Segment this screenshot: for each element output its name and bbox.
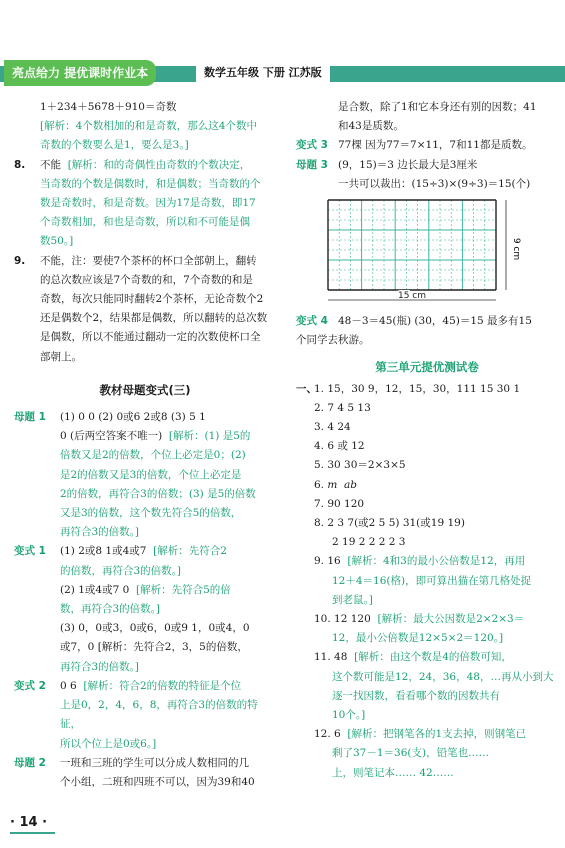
answer-text: 个小组，二班和四班不可以，因为39和40 xyxy=(60,775,255,788)
answer-text: 1. 15，30 9，12，15，30，111 15 30 1 xyxy=(314,382,521,395)
variant-2 xyxy=(14,677,276,696)
answer-text: 77棵 因为77＝7×11，7和11都是质数。 xyxy=(338,139,533,152)
analysis-text: 10个。] xyxy=(332,709,366,722)
question-tag: 母题 1 xyxy=(14,411,46,424)
question-9 xyxy=(14,252,276,271)
mother-question-3 xyxy=(296,156,558,175)
analysis-text: 12，最小公倍数是12×5×2＝120。] xyxy=(332,632,504,645)
answer-text: 不能 xyxy=(40,158,61,171)
analysis-text: 又是3的倍数，这个数先符合5的倍数， xyxy=(60,507,242,520)
right-column xyxy=(296,98,558,783)
analysis-text: [解析：由这个数是4的倍数可知， xyxy=(354,651,512,664)
question-tag: 变式 4 xyxy=(296,315,328,328)
answer-text: (3) 0，0或3，0或6，0或9 1，0或4，0 xyxy=(60,622,250,635)
analysis-text: 当奇数的个数是偶数时，和是偶数；当奇数的个 xyxy=(40,177,261,190)
answer-line-1 xyxy=(296,380,558,399)
answer-text: 是合数，除了1和它本身还有别的因数；41 xyxy=(338,101,537,113)
answer-text: 12. 6 xyxy=(314,728,341,741)
variant-1 xyxy=(14,542,276,561)
answer-line-6 xyxy=(296,476,558,495)
analysis-text: 所以个位上是0或6。] xyxy=(60,737,157,750)
analysis-text: [解析：先符合2 xyxy=(153,545,227,558)
analysis-text: 上是0，2，4，6，8，再符合3的倍数的特征， xyxy=(60,699,258,731)
answer-text: (9，15)＝3 边长最大是3厘米 xyxy=(338,158,478,171)
analysis-text: 奇数的个数要么是1，要么是3。] xyxy=(40,139,189,152)
question-number: 9. xyxy=(14,254,26,267)
analysis-text: [解析：和的奇偶性由奇数的个数决定， xyxy=(67,158,251,171)
answer-number: 6. xyxy=(314,478,325,491)
analysis-text: 12＋4＝16(格)，即可算出猫在第几格处捉 xyxy=(332,574,532,587)
mother-question-1 xyxy=(14,408,276,427)
analysis-text: 再符合3的倍数。] xyxy=(60,526,140,539)
left-column xyxy=(14,98,276,792)
analysis-text: [解析：4和3的最小公倍数是12，再用 xyxy=(347,555,526,568)
section-label: 一、 xyxy=(296,382,317,395)
analysis-text: 个奇数相加，和也是奇数，所以和不可能是偶 xyxy=(40,216,250,229)
answer-text: 11. 48 xyxy=(314,651,348,664)
analysis-text: 这个数可能是12，24，36，48，…再从小到大 xyxy=(332,670,554,683)
page-number: · 14 · xyxy=(10,815,48,830)
answer-text: 是偶数，所以不能通过翻动一定的次数使杯口全 xyxy=(40,331,261,344)
analysis-text: 是2的倍数又是3的倍数，个位上必定是 xyxy=(60,468,242,481)
section-title: 教材母题变式(三) xyxy=(99,382,191,397)
analysis-text: 上，则笔记本…… 42…… xyxy=(332,766,454,779)
question-tag: 变式 3 xyxy=(296,139,328,152)
answer-text: 0 (后两空答案不唯一) xyxy=(60,430,163,443)
answer-text: 2. 7 4 5 13 xyxy=(314,401,371,414)
mother-question-2 xyxy=(14,754,276,773)
analysis-text: [解析：先符合5的倍 xyxy=(135,583,231,596)
analysis-text: 再符合3的倍数。] xyxy=(60,660,140,673)
analysis-text: [解析：4个数相加的和是奇数，那么这4个数中 xyxy=(40,120,257,133)
variant-4 xyxy=(296,312,558,331)
book-info: 数学五年级 下册 江苏版 xyxy=(196,62,330,84)
analysis-text: 数是奇数时，和是奇数。因为17是奇数，即17 xyxy=(40,197,256,210)
answer-text: 一班和三班的学生可以分成人数相同的几 xyxy=(60,756,249,769)
analysis-text: 2的倍数，再符合3的倍数；(3) 是5的倍数 xyxy=(60,487,256,500)
variant-3 xyxy=(296,136,558,155)
question-tag: 母题 2 xyxy=(14,756,46,769)
analysis-text: 到老鼠。] xyxy=(332,593,373,606)
analysis-text: 数50。] xyxy=(40,235,74,248)
answer-text: 4. 6 或 12 xyxy=(314,440,365,453)
answer-text: 一共可以裁出：(15÷3)×(9÷3)＝15(个) xyxy=(338,177,531,190)
answer-text: 个同学去秋游。 xyxy=(296,334,370,347)
answer-text: 9. 16 xyxy=(314,555,341,568)
answer-text: 10. 12 120 xyxy=(314,613,371,626)
question-number: 8. xyxy=(14,158,26,171)
series-title: 亮点给力 提优课时作业本 xyxy=(4,60,156,86)
grid-lines xyxy=(328,200,496,290)
grid-figure xyxy=(296,194,558,312)
answer-text: 3. 4 24 xyxy=(314,421,351,434)
analysis-text: 剩了37－1＝36(支)，铅笔也…… xyxy=(332,747,490,760)
answer-text: 和43是质数。 xyxy=(338,120,404,133)
analysis-text: 的倍数，再符合3的倍数。] xyxy=(60,564,182,577)
question-tag: 变式 1 xyxy=(14,545,46,558)
answer-text: m xyxy=(327,478,338,491)
answer-text: (2) 1或4或7 0 xyxy=(60,583,130,596)
answer-text: 5. 30 30＝2×3×5 xyxy=(314,459,406,472)
analysis-text: [解析：把钢笔各的1支去掉，则钢笔已 xyxy=(347,728,527,741)
answer-text: 0 6 xyxy=(60,679,77,692)
answer-text: 的总次数应该是7个奇数的和，7个奇数的和是 xyxy=(40,273,253,286)
grid-diagram xyxy=(296,194,558,312)
analysis-text: [解析：符合2的倍数的特征是个位 xyxy=(83,679,242,692)
question-tag: 变式 2 xyxy=(14,679,46,692)
answer-text: 48－3＝45(瓶) (30，45)＝15 最多有15 xyxy=(338,315,532,328)
answer-text: ab xyxy=(344,478,358,491)
answer-text: 部朝上。 xyxy=(40,350,82,363)
answer-text: 不能，注：要使7个茶杯的杯口全部朝上，翻转 xyxy=(40,254,257,267)
answer-text: 奇数，每次只能同时翻转2个茶杯，无论奇数个2 xyxy=(40,293,264,306)
analysis-text: [解析：(1) 是5的 xyxy=(168,430,251,443)
answer-text: 还是偶数个2，结果都是偶数，所以翻转的总次数 xyxy=(40,312,268,325)
analysis-text: 数，再符合3的倍数。] xyxy=(60,603,161,616)
answer-text: (1) 0 0 (2) 0或6 2或8 (3) 5 1 xyxy=(60,411,206,424)
unit-test-title: 第三单元提优测试卷 xyxy=(375,360,479,375)
answer-text: 7. 90 120 xyxy=(314,497,365,510)
page-number-underline xyxy=(10,832,55,834)
analysis-text: 逐一找因数，看看哪个数的因数共有 xyxy=(332,689,500,702)
answer-text: (1) 2或8 1或4或7 xyxy=(60,545,147,558)
answer-text: 8. 2 3 7(或2 5 5) 31(或19 19) xyxy=(314,517,465,530)
grid-width-label: 15 cm xyxy=(397,291,427,302)
analysis-text: 倍数又是2的倍数，个位上必定是0；(2) xyxy=(60,449,246,462)
question-8 xyxy=(14,156,276,175)
equation-line: 1＋234＋5678＋910＝奇数 xyxy=(40,101,177,113)
answer-text: 或7，0 [解析：先符合2，3，5的倍数， xyxy=(60,641,248,654)
page-header xyxy=(0,60,565,90)
analysis-text: [解析：最大公因数是2×2×3＝ xyxy=(377,613,525,626)
question-tag: 母题 3 xyxy=(296,158,328,171)
grid-height-label: 9 cm xyxy=(511,237,521,261)
answer-text: 2 19 2 2 2 2 3 xyxy=(332,536,406,549)
